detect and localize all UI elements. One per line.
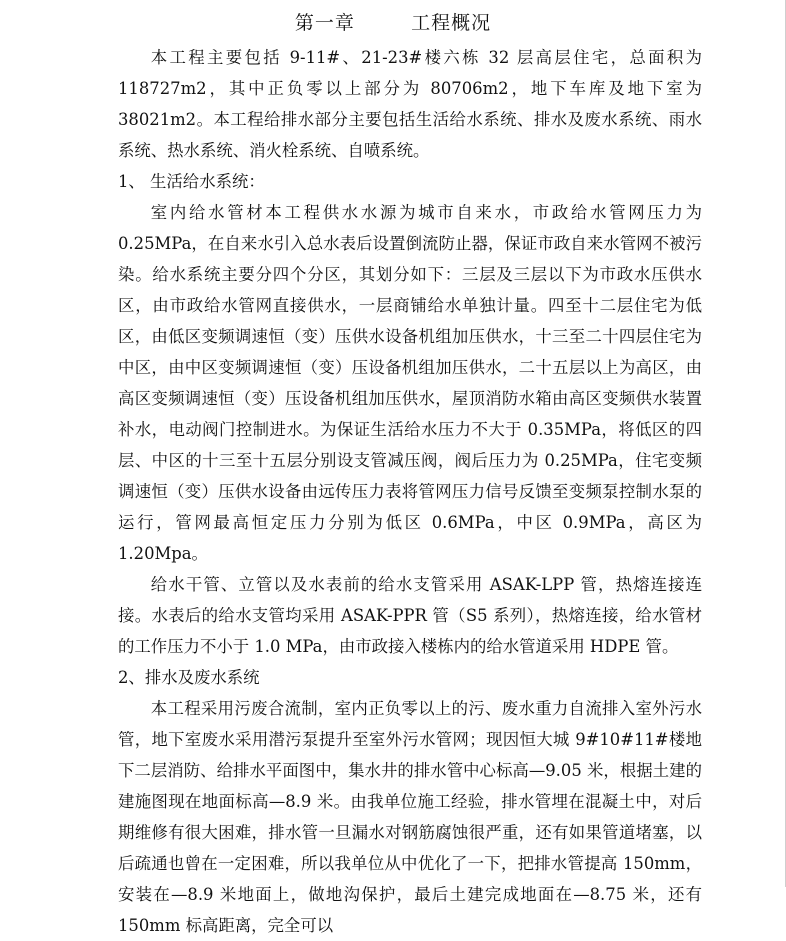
water-supply-paragraph: 室内给水管材本工程供水水源为城市自来水，市政给水管网压力为 0.25MPa，在自来水引入总水表后设置倒流防止器，保证市政自来水管网不被污染。给水系统主要分四个分区，其划分如下：三层及三层以下为市政水压供水区，由市政给水管网直接供水，一层商铺给水单独计量。四至十二层住宅为低区，由低区变频调速恒（变）压供水设备机组加压供水，十三至二十四层住宅为中区，由中区变频调速恒（变）压设备机组加压供水，二十五层以上为高区，由高区变频调速恒（变）压设备机组加压供水，屋顶消防水箱由高区变频供水装置补水，电动阀门控制进水。为保证生活给水压力不大于 0.35MPa，将低区的四层、中区的十三至十五层分别设支管减压阀，阀后压力为 0.25MPa，住宅变频调速恒（变）压供水设备由远传压力表将管网压力信号反馈至变频泵控制水泵的运行，管网最高恒定压力分别为低区 0.6MPa，中区 0.9MPa，高区为 1.20Mpa。 — [118, 203, 702, 563]
document-body — [118, 42, 702, 941]
chapter-title: 第一章 工程概况 — [294, 12, 492, 34]
pipe-material-paragraph: 给水干管、立管以及水表前的给水支管采用 ASAK-LPP 管，热熔连接连接。水表后的给水支管均采用 ASAK-PPR 管（S5 系列），热熔连接，给水管材的工作压力不小于 1.0 MPa，由市政接入楼栋内的给水管道采用 HDPE 管。 — [118, 575, 702, 656]
section-heading-water-supply: 1、 生活给水系统： — [118, 172, 265, 191]
section-heading-drainage: 2、排水及废水系统 — [118, 668, 260, 687]
intro-paragraph: 本工程主要包括 9-11#、21-23#楼六栋 32 层高层住宅，总面积为 118727m2，其中正负零以上部分为 80706m2，地下车库及地下室为 38021m2。本工程给排水部分主要包括生活给水系统、排水及废水系统、雨水系统、热水系统、消火栓系统、自喷系统。 — [118, 48, 702, 160]
drainage-paragraph: 本工程采用污废合流制，室内正负零以上的污、废水重力自流排入室外污水管，地下室废水采用潜污泵提升至室外污水管网；现因恒大城 9#10#11#楼地下二层消防、给排水平面图中，集水井的排水管中心标高—9.05 米，根据土建的建施图现在地面标高—8.9 米。由我单位施工经验，排水管埋在混凝土中，对后期维修有很大困难，排水管一旦漏水对钢筋腐蚀很严重，还有如果管道堵塞，以后疏通也曾在一定困难，所以我单位从中优化了一下，把排水管提高 150mm，安装在—8.9 米地面上，做地沟保护，最后土建完成地面在—8.75 米，还有 150mm 标高距离，完全可以 — [118, 699, 702, 935]
